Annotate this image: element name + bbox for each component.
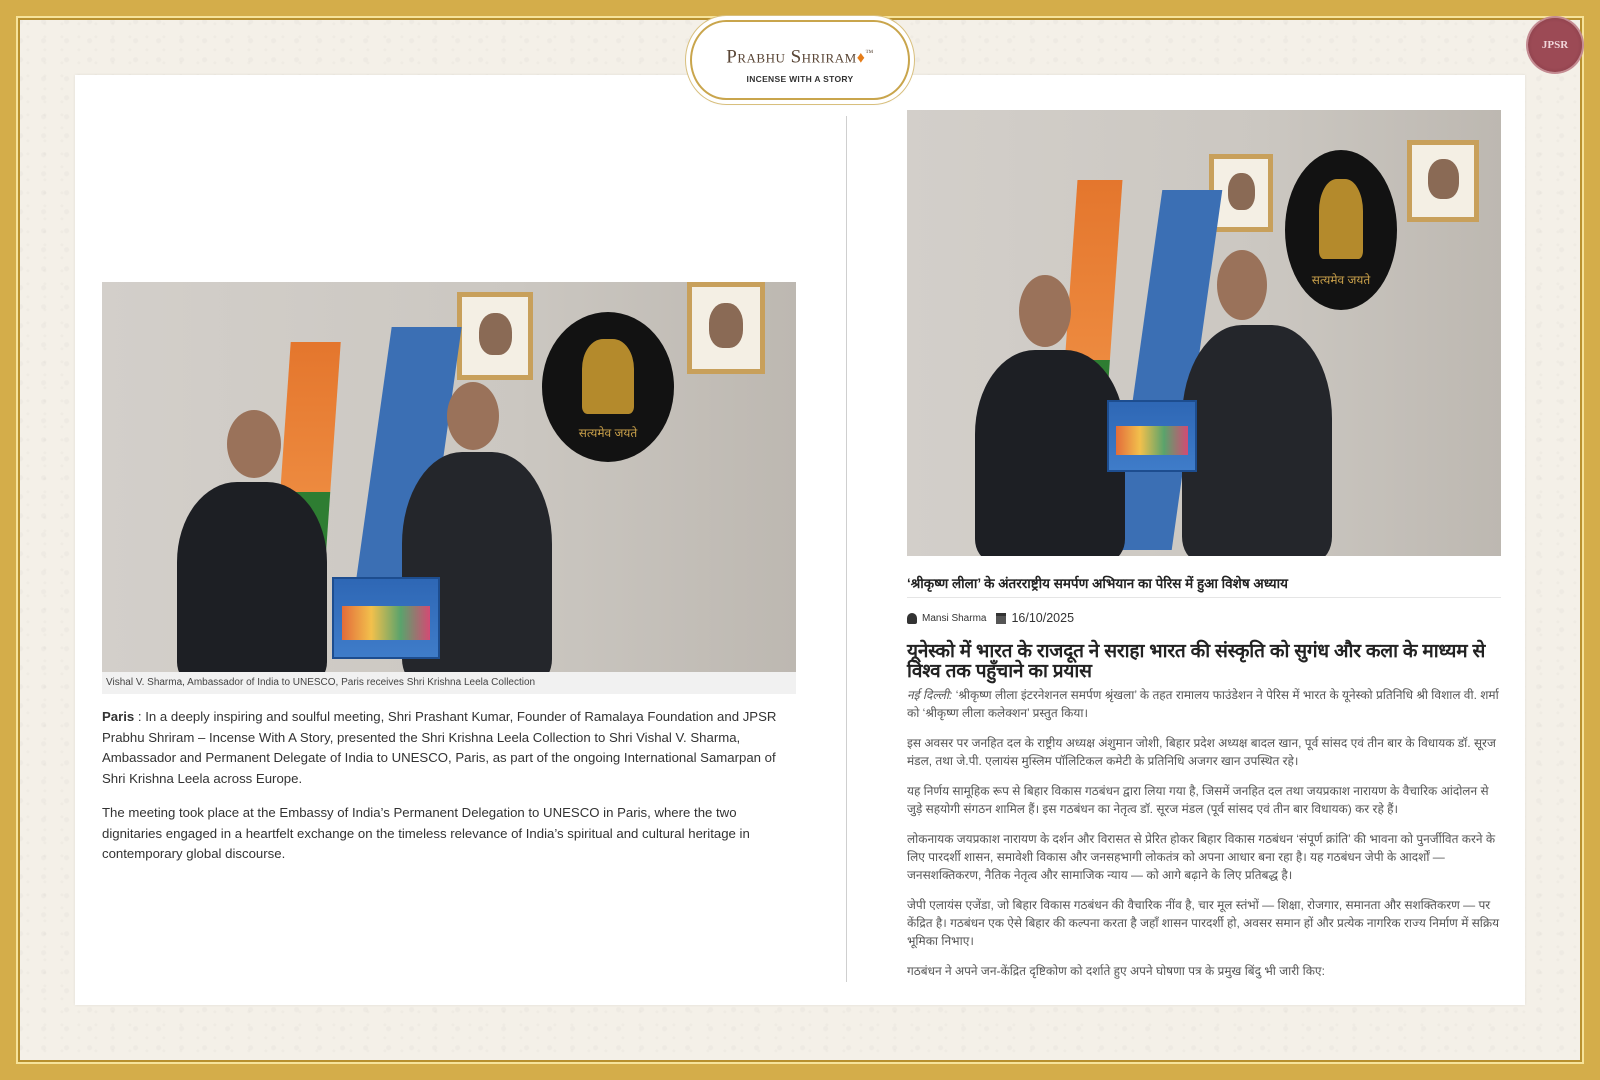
brand-tagline: INCENSE WITH A STORY: [746, 74, 854, 85]
portrait-frame-right: [687, 282, 765, 374]
article-body: [907, 686, 1501, 980]
left-photo: [102, 282, 796, 672]
national-emblem: सत्यमेव जयते: [1285, 150, 1397, 310]
article-kicker[interactable]: ‘श्रीकृष्ण लीला’ के अंतरराष्ट्रीय समर्पण अभियान का पेरिस में हुआ विशेष अध्याय: [907, 575, 1501, 598]
brand-name: Prabhu Shriram♦™: [726, 46, 874, 68]
article-para-2: The meeting took place at the Embassy of India’s Permanent Delegation to UNESCO in Paris, where the two dignitaries engaged in a heartfelt exchange on the timeless relevance of India’s spiritual and cultural heritage in contemporary global discourse.: [102, 805, 750, 861]
article-para-5: जेपी एलायंस एजेंडा, जो बिहार विकास गठबंधन की वैचारिक नींव है, चार मूल स्तंभों — शिक्षा, रोजगार, समानता और सशक्तिकरण — पर केंद्रित है। गठबंधन एक ऐसे बिहार की कल्पना करता है जहाँ शासन पारदर्शी हो, अवसर समान हों और प्रत्येक नागरिक राज्य निर्माण में सक्रिय भूमिका निभाए।: [907, 898, 1500, 948]
article-meta: [907, 610, 1501, 626]
jpsr-seal: JPSR: [1528, 18, 1582, 72]
person-left: [975, 350, 1125, 556]
right-photo: [907, 110, 1501, 556]
user-icon: [907, 613, 917, 624]
krishna-leela-collection-box: [332, 577, 440, 659]
article-para-1: नई दिल्ली: ‘श्रीकृष्ण लीला इंटरनेशनल समर्पण श्रृंखला’ के तहत रामालय फाउंडेशन ने पेरिस में भारत के यूनेस्को प्रतिनिधि श्री विशाल वी. शर्मा को ‘श्रीकृष्ण लीला कलेक्शन’ प्रस्तुत किया।: [907, 688, 1499, 720]
article-para-4: लोकनायक जयप्रकाश नारायण के दर्शन और विरासत से प्रेरित होकर बिहार विकास गठबंधन ‘संपूर्ण क्रांति’ की भावना को पुनर्जीवित करने के लिए पारदर्शी शासन, समावेशी विकास और जनसहभागी लोकतंत्र को अपना आधार बना रहा है। यह गठबंधन जेपी के आदर्शों — जनसशक्तिकरण, नैतिक नेतृत्व और सामाजिक न्याय — को आगे बढ़ाने के लिए प्रतिबद्ध है।: [907, 832, 1496, 882]
author-name[interactable]: Mansi Sharma: [922, 612, 987, 624]
article-para-6: गठबंधन ने अपने जन-केंद्रित दृष्टिकोण को दर्शाते हुए अपने घोषणा पत्र के प्रमुख बिंदु भी जारी किए:: [907, 964, 1325, 978]
national-emblem: सत्यमेव जयते: [542, 312, 674, 462]
brand-logo[interactable]: [690, 20, 910, 100]
photo-caption: Vishal V. Sharma, Ambassador of India to UNESCO, Paris receives Shri Krishna Leela Collection: [102, 672, 796, 694]
person-left: [177, 482, 327, 672]
hindi-article: [907, 575, 1501, 992]
article-headline: यूनेस्को में भारत के राजदूत ने सराहा भारत की संस्कृति को सुगंध और कला के माध्यम से विश्व तक पहुँचाने का प्रयास: [907, 641, 1486, 682]
article-para-1: Paris : In a deeply inspiring and soulful meeting, Shri Prashant Kumar, Founder of Ramalaya Foundation and JPSR Prabhu Shriram – Incense With A Story, presented the Shri Krishna Leela Collection to Shri Vishal V. Sharma, Ambassador and Permanent Delegate of India to UNESCO, Paris, as part of the ongoing International Samarpan of Shri Krishna Leela across Europe.: [102, 709, 777, 786]
article-para-2: इस अवसर पर जनहित दल के राष्ट्रीय अध्यक्ष अंशुमान जोशी, बिहार प्रदेश अध्यक्ष बादल खान, पूर्व सांसद एवं तीन बार के विधायक डॉ. सूरज मंडल, तथा जे.पी. एलायंस मुस्लिम पॉलिटिकल कमेटी के प्रतिनिधि अजगर खान उपस्थित रहे।: [907, 736, 1496, 768]
portrait-frame-right: [1407, 140, 1479, 222]
article-para-3: यह निर्णय सामूहिक रूप से बिहार विकास गठबंधन द्वारा लिया गया है, जिसमें जनहित दल तथा जयप्रकाश नारायण के वैचारिक आंदोलन से जुड़े सहयोगी संगठन शामिल हैं। इस गठबंधन का नेतृत्व डॉ. सूरज मंडल (पूर्व सांसद एवं तीन बार विधायक) कर रहे हैं।: [907, 784, 1489, 816]
portrait-frame-left: [457, 292, 533, 380]
krishna-leela-collection-box: [1107, 400, 1197, 472]
english-article: [102, 707, 792, 879]
column-divider: [846, 116, 847, 982]
flame-icon: ♦: [856, 49, 866, 67]
calendar-icon: [996, 613, 1006, 624]
publish-date: 16/10/2025: [1011, 611, 1075, 625]
person-right: [1182, 325, 1332, 556]
